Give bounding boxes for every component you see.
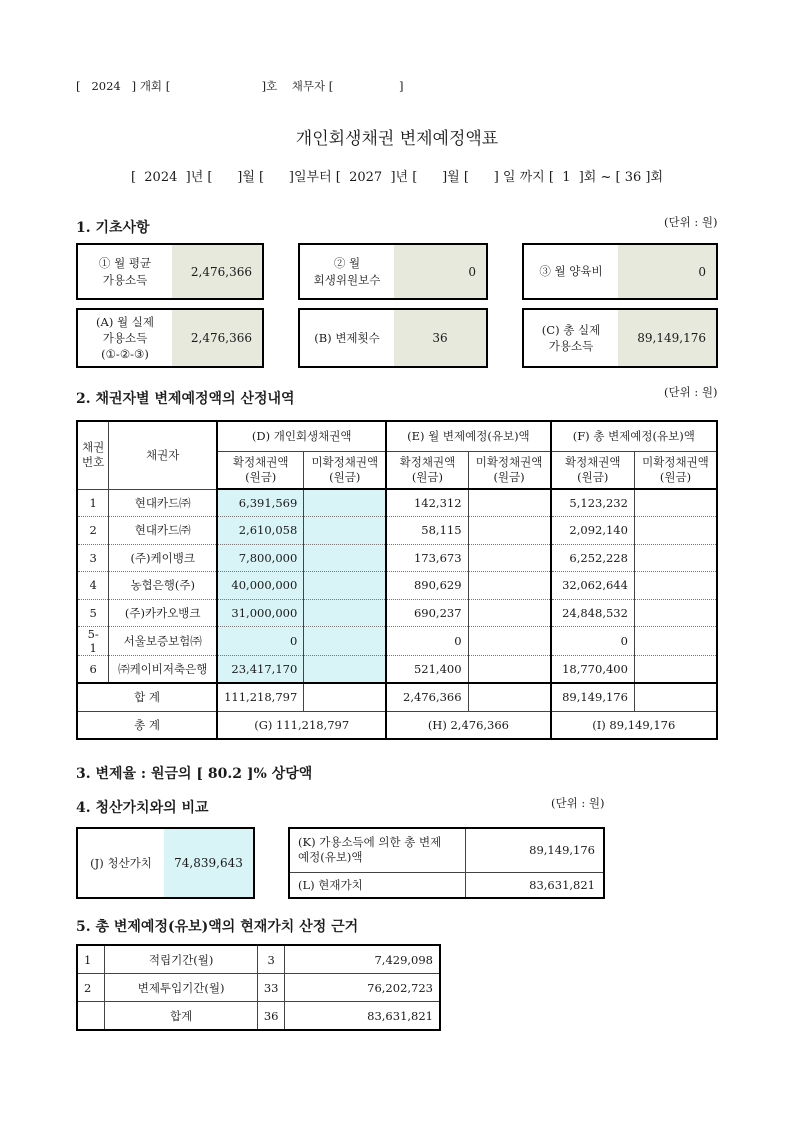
creditor-e-unconfirmed bbox=[468, 656, 551, 684]
pv-row bbox=[77, 945, 440, 974]
pv-label: 적립기간(월) bbox=[105, 945, 257, 974]
creditor-d-confirmed: 6,391,569 bbox=[217, 489, 304, 517]
header-group-f: (F) 총 변제예정(유보)액 bbox=[551, 421, 717, 451]
creditor-d-unconfirmed bbox=[304, 627, 387, 656]
k-value: 89,149,176 bbox=[466, 828, 604, 872]
page-title: 개인회생채권 변제예정액표 bbox=[295, 129, 499, 149]
case-info-line: [ 2024 ] 개회 [ ]호 채무자 [ ] bbox=[76, 79, 404, 93]
creditor-no: 2 bbox=[77, 517, 109, 545]
creditor-e-unconfirmed bbox=[468, 599, 551, 627]
sum-f: 89,149,176 bbox=[551, 683, 635, 711]
creditor-d-confirmed: 2,610,058 bbox=[217, 517, 304, 545]
creditor-e-confirmed: 890,629 bbox=[386, 572, 468, 600]
unit-label-1: (단위 : 원) bbox=[664, 215, 718, 229]
creditor-name: 서울보증보험㈜ bbox=[109, 627, 217, 656]
pv-sum-label: 합계 bbox=[105, 1002, 257, 1031]
sum-d: 111,218,797 bbox=[217, 683, 304, 711]
total-i: (I) 89,149,176 bbox=[551, 711, 717, 739]
creditor-row bbox=[77, 517, 717, 545]
creditor-row bbox=[77, 599, 717, 627]
monthly-avg-income-label: ① 월 평균 가용소득 bbox=[98, 256, 152, 287]
monthly-avg-income-value: 2,476,366 bbox=[172, 245, 262, 298]
creditor-name: (주)케이뱅크 bbox=[109, 544, 217, 572]
creditor-f-unconfirmed bbox=[634, 544, 717, 572]
total-label: 총 계 bbox=[77, 711, 217, 739]
total-income-value: 89,149,176 bbox=[618, 310, 716, 366]
total-income-label: (C) 총 실제 가용소득 bbox=[541, 322, 601, 353]
unit-label-2: (단위 : 원) bbox=[664, 385, 718, 399]
creditor-no: 6 bbox=[77, 656, 109, 684]
pv-sum-months: 36 bbox=[257, 1002, 285, 1031]
liquidation-value: 74,839,643 bbox=[164, 829, 253, 897]
creditor-f-unconfirmed bbox=[634, 656, 717, 684]
creditor-name: ㈜케이비저축은행 bbox=[109, 656, 217, 684]
present-value-table bbox=[76, 944, 441, 1031]
creditor-f-confirmed: 6,252,228 bbox=[551, 544, 635, 572]
sum-label: 합 계 bbox=[77, 683, 217, 711]
pv-months: 33 bbox=[257, 974, 285, 1002]
creditor-e-confirmed: 521,400 bbox=[386, 656, 468, 684]
header-f-unconfirmed: 미확정채권액 (원금) bbox=[634, 451, 717, 489]
creditor-e-unconfirmed bbox=[468, 572, 551, 600]
pv-sum-no bbox=[77, 1002, 105, 1031]
header-creditor: 채권자 bbox=[109, 421, 217, 489]
section5-title: 5. 총 변제예정(유보)액의 현재가치 산정 근거 bbox=[76, 919, 359, 935]
monthly-avg-income-box bbox=[76, 243, 264, 300]
creditor-f-confirmed: 2,092,140 bbox=[551, 517, 635, 545]
total-income-box bbox=[522, 308, 718, 368]
creditor-e-confirmed: 690,237 bbox=[386, 599, 468, 627]
creditor-f-unconfirmed bbox=[634, 489, 717, 517]
actual-income-label: (A) 월 실제 가용소득 (①-②-③) bbox=[96, 314, 154, 362]
creditor-row bbox=[77, 656, 717, 684]
creditor-d-unconfirmed bbox=[304, 544, 387, 572]
l-value: 83,631,821 bbox=[466, 872, 604, 898]
creditor-name: 현대카드㈜ bbox=[109, 517, 217, 545]
creditor-f-confirmed: 18,770,400 bbox=[551, 656, 635, 684]
creditor-e-unconfirmed bbox=[468, 517, 551, 545]
creditor-no: 4 bbox=[77, 572, 109, 600]
section1-title: 1. 기초사항 bbox=[76, 220, 150, 236]
creditor-e-confirmed: 173,673 bbox=[386, 544, 468, 572]
comparison-table bbox=[288, 827, 605, 899]
creditor-d-unconfirmed bbox=[304, 599, 387, 627]
creditor-d-confirmed: 0 bbox=[217, 627, 304, 656]
creditor-e-unconfirmed bbox=[468, 544, 551, 572]
pv-label: 변제투입기간(월) bbox=[105, 974, 257, 1002]
creditor-d-unconfirmed bbox=[304, 517, 387, 545]
creditor-no: 1 bbox=[77, 489, 109, 517]
child-support-label: ③ 월 양육비 bbox=[539, 264, 603, 279]
creditor-f-unconfirmed bbox=[634, 599, 717, 627]
pv-amount: 7,429,098 bbox=[285, 945, 440, 974]
repay-count-value: 36 bbox=[394, 310, 486, 366]
header-d-confirmed: 확정채권액 (원금) bbox=[217, 451, 304, 489]
header-d-unconfirmed: 미확정채권액 (원금) bbox=[304, 451, 387, 489]
liquidation-label: (J) 청산가치 bbox=[90, 855, 152, 870]
total-h: (H) 2,476,366 bbox=[386, 711, 550, 739]
child-support-value: 0 bbox=[618, 245, 716, 298]
creditor-d-unconfirmed bbox=[304, 572, 387, 600]
creditor-name: (주)카카오뱅크 bbox=[109, 599, 217, 627]
unit-label-4: (단위 : 원) bbox=[551, 796, 605, 810]
trustee-fee-label: ② 월 회생위원보수 bbox=[313, 256, 381, 287]
repay-count-box bbox=[298, 308, 488, 368]
creditor-f-unconfirmed bbox=[634, 517, 717, 545]
header-e-unconfirmed: 미확정채권액 (원금) bbox=[468, 451, 551, 489]
creditor-d-confirmed: 23,417,170 bbox=[217, 656, 304, 684]
creditor-row bbox=[77, 489, 717, 517]
creditor-f-confirmed: 24,848,532 bbox=[551, 599, 635, 627]
creditor-row bbox=[77, 627, 717, 656]
section4-title: 4. 청산가치와의 비교 bbox=[76, 800, 209, 816]
pv-row bbox=[77, 974, 440, 1002]
creditor-name: 농협은행(주) bbox=[109, 572, 217, 600]
child-support-box bbox=[522, 243, 718, 300]
section2-title: 2. 채권자별 변제예정액의 산정내역 bbox=[76, 391, 295, 407]
sum-e-unconfirmed bbox=[468, 683, 551, 711]
creditor-e-unconfirmed bbox=[468, 627, 551, 656]
creditor-e-confirmed: 0 bbox=[386, 627, 468, 656]
header-group-e: (E) 월 변제예정(유보)액 bbox=[386, 421, 550, 451]
pv-months: 3 bbox=[257, 945, 285, 974]
header-group-d: (D) 개인회생채권액 bbox=[217, 421, 386, 451]
trustee-fee-value: 0 bbox=[394, 245, 486, 298]
creditor-e-confirmed: 142,312 bbox=[386, 489, 468, 517]
k-label: (K) 가용소득에 의한 총 변제 예정(유보)액 bbox=[289, 828, 466, 872]
creditor-e-confirmed: 58,115 bbox=[386, 517, 468, 545]
creditor-no: 3 bbox=[77, 544, 109, 572]
trustee-fee-box bbox=[298, 243, 488, 300]
creditor-no: 5-1 bbox=[77, 627, 109, 656]
section3-title: 3. 변제율 : 원금의 [ 80.2 ]% 상당액 bbox=[76, 766, 313, 782]
pv-sum-amount: 83,631,821 bbox=[285, 1002, 440, 1031]
creditor-d-confirmed: 40,000,000 bbox=[217, 572, 304, 600]
pv-no: 1 bbox=[77, 945, 105, 974]
header-no: 채권 번호 bbox=[77, 421, 109, 489]
creditor-d-unconfirmed bbox=[304, 656, 387, 684]
creditor-f-confirmed: 32,062,644 bbox=[551, 572, 635, 600]
actual-income-box bbox=[76, 308, 264, 368]
l-label: (L) 현재가치 bbox=[289, 872, 466, 898]
total-g: (G) 111,218,797 bbox=[217, 711, 386, 739]
creditor-name: 현대카드㈜ bbox=[109, 489, 217, 517]
header-f-confirmed: 확정채권액 (원금) bbox=[551, 451, 635, 489]
creditor-no: 5 bbox=[77, 599, 109, 627]
repay-count-label: (B) 변제횟수 bbox=[314, 330, 380, 345]
actual-income-value: 2,476,366 bbox=[172, 310, 262, 366]
creditor-f-confirmed: 5,123,232 bbox=[551, 489, 635, 517]
creditor-row bbox=[77, 544, 717, 572]
creditor-f-unconfirmed bbox=[634, 627, 717, 656]
period-line: [ 2024 ]년 [ ]월 [ ]일부터 [ 2027 ]년 [ ]월 [ ] 일 까지 [ 1 ]회 ~ [ 36 ]회 bbox=[130, 170, 664, 185]
sum-f-unconfirmed bbox=[634, 683, 717, 711]
sum-d-unconfirmed bbox=[304, 683, 387, 711]
header-e-confirmed: 확정채권액 (원금) bbox=[386, 451, 468, 489]
creditor-d-confirmed: 31,000,000 bbox=[217, 599, 304, 627]
creditor-row bbox=[77, 572, 717, 600]
creditor-f-confirmed: 0 bbox=[551, 627, 635, 656]
creditor-table bbox=[76, 420, 718, 740]
creditor-e-unconfirmed bbox=[468, 489, 551, 517]
sum-e: 2,476,366 bbox=[386, 683, 468, 711]
creditor-d-unconfirmed bbox=[304, 489, 387, 517]
pv-no: 2 bbox=[77, 974, 105, 1002]
pv-amount: 76,202,723 bbox=[285, 974, 440, 1002]
creditor-d-confirmed: 7,800,000 bbox=[217, 544, 304, 572]
creditor-f-unconfirmed bbox=[634, 572, 717, 600]
liquidation-value-box bbox=[76, 827, 255, 899]
